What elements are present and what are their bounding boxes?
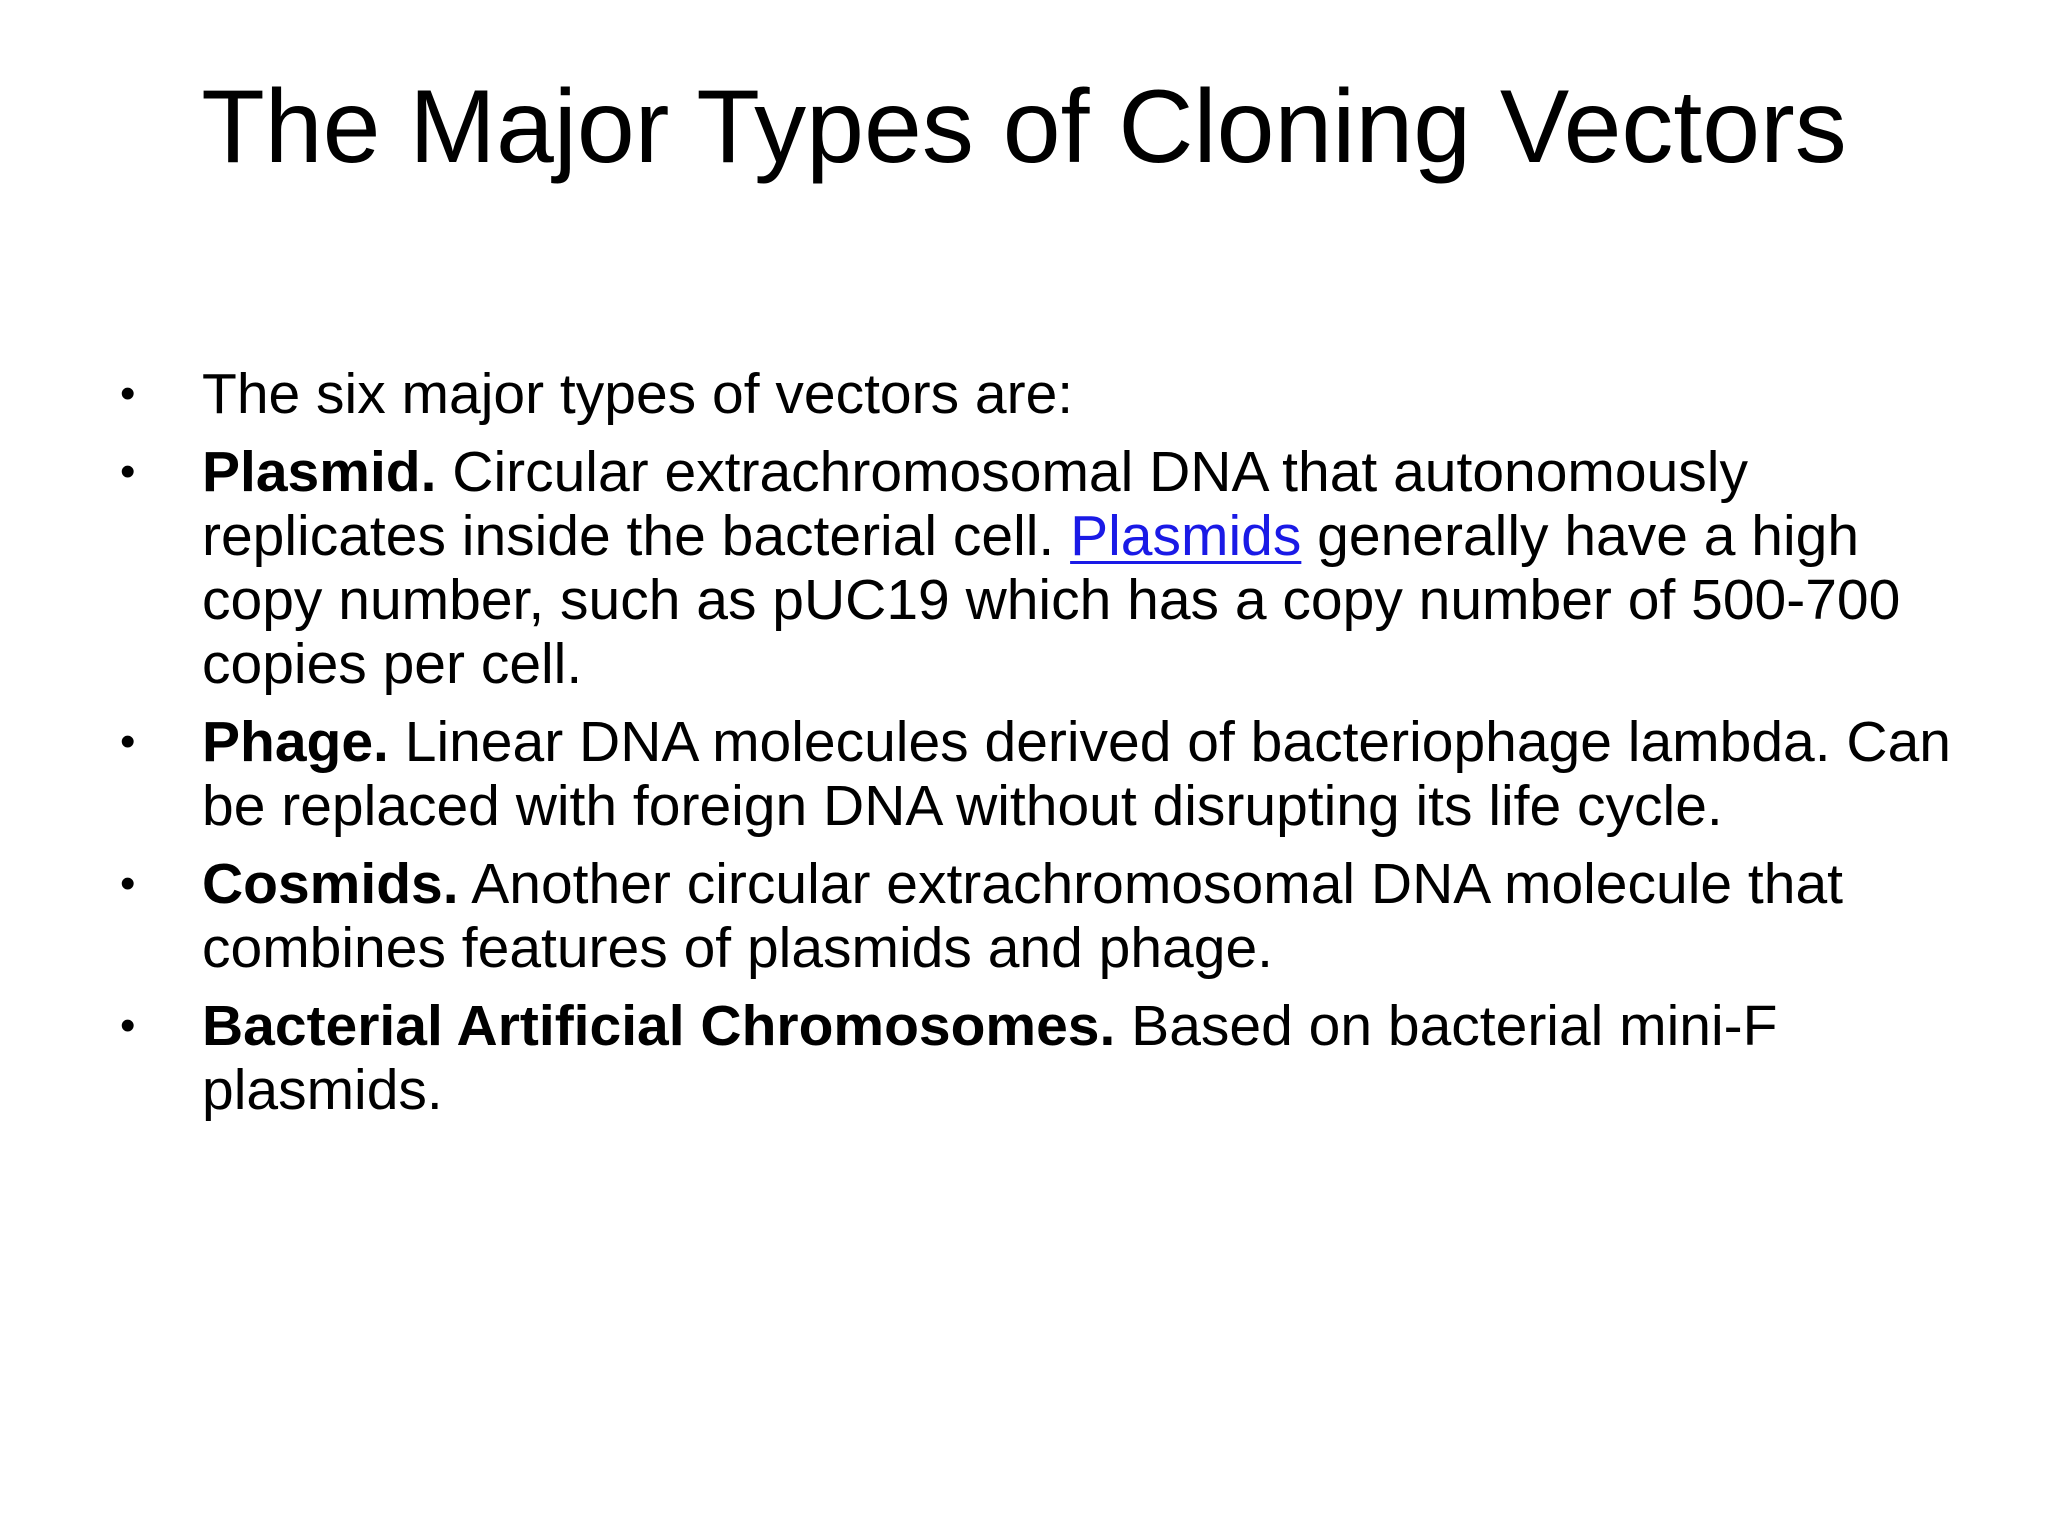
- bullet-item-cosmids: [120, 852, 1960, 980]
- bullet-item-phage: [120, 710, 1960, 838]
- bullet-text: Circular extrachromosomal DNA that autonomously replicates inside the bacterial cell.: [202, 440, 1748, 568]
- bullet-item-intro: [120, 362, 1960, 426]
- plasmids-link[interactable]: Plasmids: [1070, 504, 1302, 568]
- bullet-icon: •: [120, 717, 136, 766]
- bullet-text: generally have a high copy number, such as pUC19 which has a copy number of 500-700 copies per cell.: [202, 504, 1901, 696]
- bullet-item-plasmid: [120, 440, 1960, 696]
- bullet-icon: •: [120, 447, 136, 496]
- bullet-icon: •: [120, 369, 136, 418]
- bullet-heading: Cosmids.: [202, 852, 459, 916]
- bullet-icon: •: [120, 1001, 136, 1050]
- bullet-text: The six major types of vectors are:: [202, 362, 1074, 426]
- bullet-text: Linear DNA molecules derived of bacteriophage lambda. Can be replaced with foreign DNA without disrupting its life cycle.: [202, 710, 1951, 838]
- bullet-text: Based on bacterial mini-F plasmids.: [202, 994, 1778, 1122]
- bullet-heading: Bacterial Artificial Chromosomes.: [202, 994, 1116, 1058]
- bullet-list: [120, 362, 1960, 1136]
- bullet-item-bac: [120, 994, 1960, 1122]
- bullet-icon: •: [120, 859, 136, 908]
- bullet-text: Another circular extrachromosomal DNA molecule that combines features of plasmids and phage.: [202, 852, 1843, 980]
- slide-title: The Major Types of Cloning Vectors: [201, 69, 1847, 185]
- bullet-heading: Phage.: [202, 710, 389, 774]
- bullet-heading: Plasmid.: [202, 440, 437, 504]
